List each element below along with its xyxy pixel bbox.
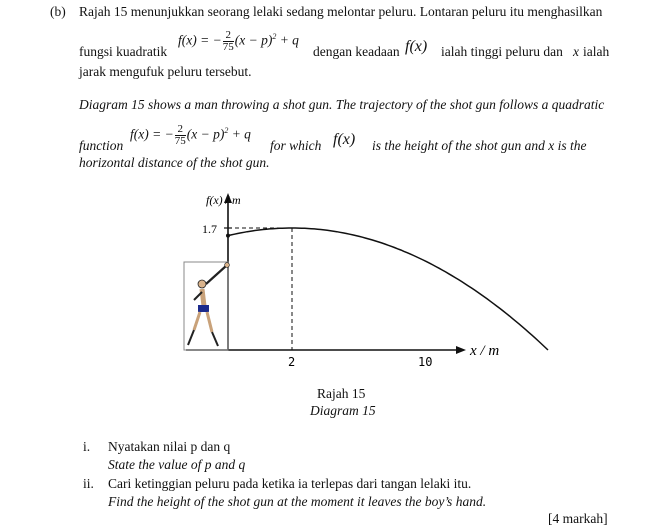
subq-1-number: i.: [83, 439, 91, 454]
x-axis-arrow: [456, 346, 466, 354]
english-intro-line2-a: function: [79, 138, 124, 153]
malay-intro-line2-a: fungsi kuadratik: [79, 44, 168, 59]
formula-english: f(x) = − $\frac{2}{75}$ $(x - p)^2 + q$: [130, 123, 251, 147]
subq-2-english: Find the height of the shot gun at the moment it leaves the boy’s hand.: [108, 494, 487, 509]
malay-intro-line3: jarak mengufuk peluru tersebut.: [79, 64, 252, 79]
malay-intro-line1: Rajah 15 menunjukkan seorang lelaki sedang melontar peluru. Lontaran peluru itu menghasilkan: [79, 4, 603, 19]
x-tick-label-10: 10: [418, 355, 433, 369]
y-axis-label: f(x) / m: [206, 193, 241, 207]
marks-label: [4 markah]: [548, 511, 608, 526]
subq-2-number: ii.: [83, 476, 94, 491]
fx-english: f(x): [333, 131, 356, 148]
english-intro-line1: Diagram 15 shows a man throwing a shot gun. The trajectory of the shot gun follows a quadratic: [79, 97, 605, 112]
x-tick-label-2: 2: [288, 355, 296, 369]
y-tick-label: 1.7: [202, 222, 217, 236]
release-point: [226, 234, 230, 238]
malay-intro-line2-c: ialah tinggi peluru dan: [441, 44, 563, 59]
malay-x-var: x: [573, 44, 579, 59]
subq-1-malay: Nyatakan nilai p dan q: [108, 439, 231, 454]
subq-2-malay: Cari ketinggian peluru pada ketika ia terlepas dari tangan lelaki itu.: [108, 476, 472, 491]
trajectory-curve: [228, 228, 548, 350]
formula-malay: f(x) = − $\frac{2}{75}$ $(x - p)^2 + q$: [178, 29, 299, 53]
part-label: (b): [50, 4, 66, 19]
english-intro-line2-b: for which: [270, 138, 322, 153]
malay-intro-line2-b: dengan keadaan: [313, 44, 400, 59]
thrower-figure: [184, 262, 229, 350]
fx-malay: f(x): [405, 38, 428, 55]
malay-intro-line2-d: ialah: [583, 44, 610, 59]
caption-malay: Rajah 15: [317, 386, 366, 401]
english-intro-line3: horizontal distance of the shot gun.: [79, 155, 270, 170]
caption-english: Diagram 15: [310, 403, 376, 418]
subq-1-english: State the value of p and q: [108, 457, 246, 472]
x-axis-label: x / m: [470, 343, 500, 359]
english-intro-line2-c: is the height of the shot gun and x is the: [372, 138, 587, 153]
